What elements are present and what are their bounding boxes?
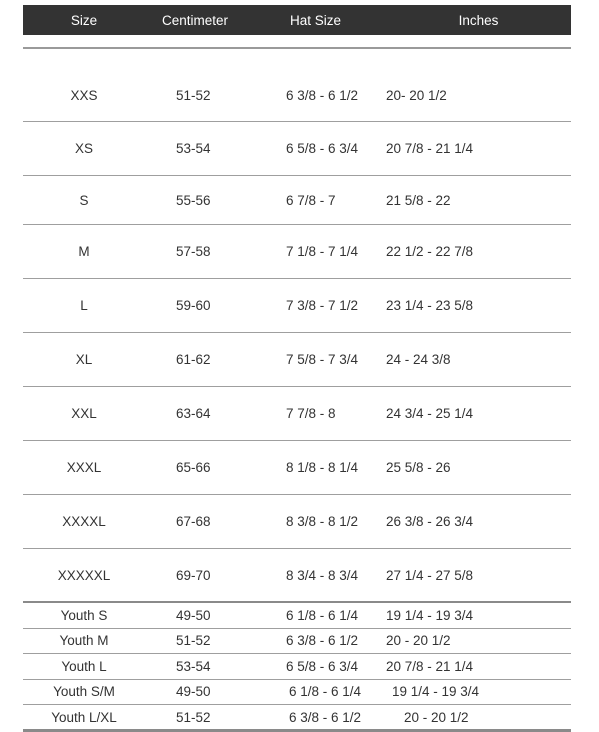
inches-cell: 25 5/8 - 26 [386,460,451,475]
centimeter-cell: 51-52 [176,709,211,725]
table-row [23,603,571,629]
table-row [23,629,571,655]
size-cell: XS [74,141,93,156]
header-centimeter: Centimeter [161,12,229,28]
centimeter-cell: 55-56 [176,192,211,208]
size-cell: Youth L/XL [51,709,117,725]
inches-cell: 20 - 20 1/2 [386,633,451,649]
table-row [23,705,571,732]
table-row [23,122,571,176]
size-cell: XXXXXL [57,567,111,583]
table-header [23,5,571,35]
size-chart-table [23,5,571,732]
table-row [23,495,571,549]
table-row [23,387,571,441]
inches-cell: 20 7/8 - 21 1/4 [386,141,474,156]
size-cell: XXXL [66,460,102,475]
size-cell: Youth S/M [53,684,115,700]
size-cell: L [80,298,88,313]
inches-cell: 26 3/8 - 26 3/4 [386,514,474,529]
inches-cell: 21 5/8 - 22 [386,192,451,208]
inches-cell: 24 - 24 3/8 [386,352,451,367]
hat-size-cell: 7 5/8 - 7 3/4 [286,352,359,367]
inches-cell: 19 1/4 - 19 3/4 [392,684,480,700]
hat-size-cell: 6 7/8 - 7 [286,192,336,208]
hat-size-cell: 6 5/8 - 6 3/4 [286,141,359,156]
size-cell: XL [75,352,93,367]
hat-size-cell: 6 1/8 - 6 1/4 [289,684,362,700]
hat-size-cell: 6 5/8 - 6 3/4 [286,658,359,674]
centimeter-cell: 63-64 [176,406,211,421]
hat-size-cell: 7 7/8 - 8 [286,406,336,421]
table-row [23,225,571,279]
size-cell: XXXXL [62,514,106,529]
hat-size-cell: 7 1/8 - 7 1/4 [286,244,359,259]
size-cell: Youth L [61,658,107,674]
hat-size-cell: 8 1/8 - 8 1/4 [286,460,359,475]
centimeter-cell: 49-50 [176,684,211,700]
table-row [23,441,571,495]
header-hat-size: Hat Size [289,12,342,28]
centimeter-cell: 61-62 [176,352,211,367]
table-row [23,549,571,603]
centimeter-cell: 65-66 [176,460,211,475]
hat-size-cell: 8 3/4 - 8 3/4 [286,567,359,583]
inches-cell: 22 1/2 - 22 7/8 [386,244,474,259]
table-row [23,654,571,680]
centimeter-cell: 51-52 [176,633,211,649]
centimeter-cell: 57-58 [176,244,211,259]
hat-size-cell: 7 3/8 - 7 1/2 [286,298,359,313]
centimeter-cell: 59-60 [176,298,211,313]
inches-cell: 19 1/4 - 19 3/4 [386,607,474,623]
inches-cell: 20- 20 1/2 [386,88,447,103]
size-cell: M [78,244,90,259]
size-cell: Youth M [59,633,109,649]
centimeter-cell: 51-52 [176,88,211,103]
hat-size-cell: 8 3/8 - 8 1/2 [286,514,359,529]
inches-cell: 27 1/4 - 27 5/8 [386,567,474,583]
centimeter-cell: 67-68 [176,514,211,529]
inches-cell: 20 - 20 1/2 [404,709,469,725]
centimeter-cell: 53-54 [176,141,211,156]
size-cell: Youth S [60,607,108,623]
hat-size-cell: 6 3/8 - 6 1/2 [286,88,359,103]
size-cell: S [79,192,89,208]
centimeter-cell: 69-70 [176,567,211,583]
size-cell: XXS [70,88,98,103]
table-row [23,333,571,387]
centimeter-cell: 53-54 [176,658,211,674]
table-row [23,680,571,706]
hat-size-cell: 6 3/8 - 6 1/2 [286,633,359,649]
header-divider [23,35,571,49]
inches-cell: 24 3/4 - 25 1/4 [386,406,474,421]
header-size: Size [70,12,98,28]
table-row [23,70,571,122]
inches-cell: 20 7/8 - 21 1/4 [386,658,474,674]
table-row [23,176,571,225]
table-row [23,279,571,333]
centimeter-cell: 49-50 [176,607,211,623]
inches-cell: 23 1/4 - 23 5/8 [386,298,474,313]
size-cell: XXL [71,406,97,421]
header-inches: Inches [458,12,499,28]
hat-size-cell: 6 1/8 - 6 1/4 [286,607,359,623]
hat-size-cell: 6 3/8 - 6 1/2 [289,709,362,725]
